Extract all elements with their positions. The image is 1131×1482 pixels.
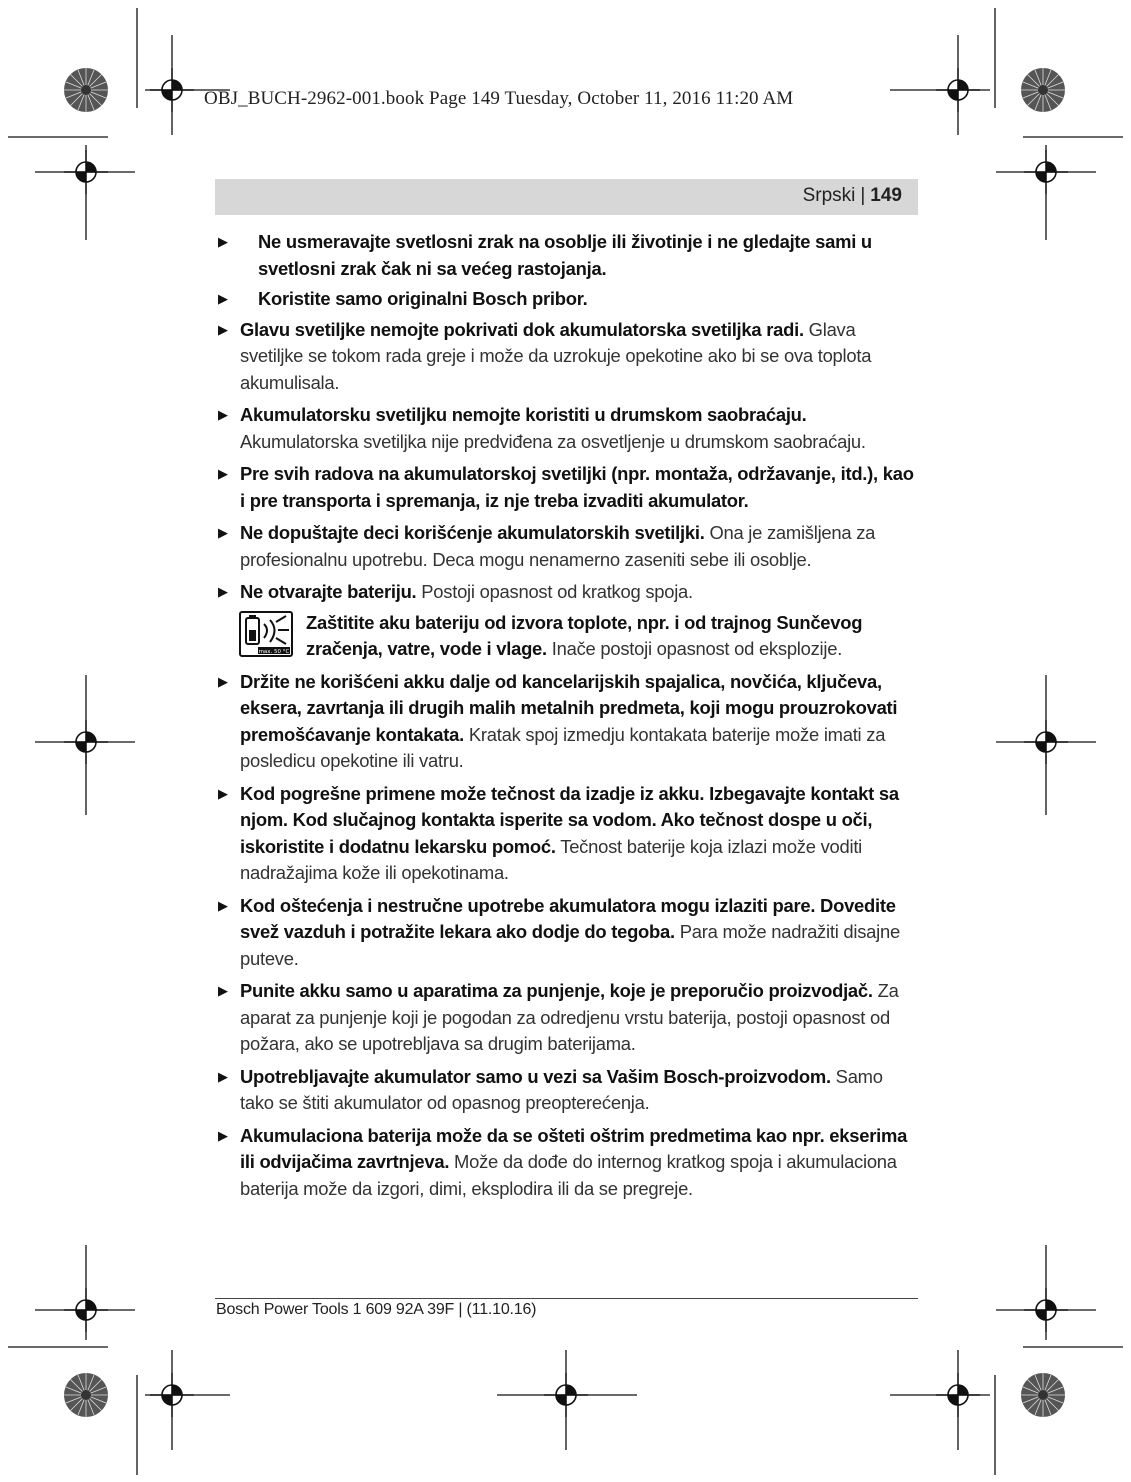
item-bold-text: Akumulatorsku svetiljku nemojte koristiti u drumskom saobraćaju. — [240, 404, 807, 425]
safety-instructions — [218, 229, 918, 1208]
item-bold-text: Ne otvarajte bateriju. — [240, 581, 417, 602]
safety-item — [218, 229, 918, 282]
bullet-arrow-icon: ▶ — [218, 466, 228, 481]
item-body-text: Tečnost baterije koja izlazi može voditi nadražajima kože ili opekotinama. — [240, 835, 863, 883]
safety-item — [218, 317, 918, 397]
bullet-arrow-icon: ▶ — [218, 407, 228, 422]
bullet-arrow-icon: ▶ — [218, 897, 228, 913]
item-body-text: Postoji opasnost od kratkog spoja. — [416, 581, 693, 602]
heat-warning — [218, 610, 918, 663]
safety-item — [218, 461, 918, 514]
item-bold-text: Akumulaciona baterija može da se ošteti oštrim predmetima kao npr. ekserima ili odvijačima zavrtnjeva. — [240, 1124, 908, 1172]
bullet-arrow-icon: ▶ — [218, 1068, 228, 1084]
page-footer: Bosch Power Tools 1 609 92A 39F | (11.10.16) — [216, 1301, 537, 1318]
header-separator: | — [860, 185, 866, 206]
section-title: Srpski — [802, 185, 856, 206]
item-bold-text: Koristite samo originalni Bosch pribor. — [258, 288, 588, 309]
item-body-text: Kratak spoj izmedju kontakata baterije može imati za posledicu opekotine ili vatru. — [240, 723, 886, 771]
heat-protection-icon — [238, 610, 302, 660]
safety-item — [218, 579, 918, 606]
safety-item — [218, 781, 918, 887]
item-body-text: Za aparat za punjenje koji je pogodan za odredjenu vrstu baterija, postoji opasnost od požara, ako se upotrebljava sa drugim baterijama. — [240, 980, 899, 1054]
safety-item — [218, 669, 918, 775]
page-number: 149 — [870, 185, 902, 206]
item-body-text: Može da dođe do internog kratkog spoja i akumulaciona baterija može da izgori, dimi, eksplodira ili da se pregreje. — [240, 1151, 897, 1199]
bullet-arrow-icon: ▶ — [218, 321, 228, 337]
bullet-arrow-icon: ▶ — [218, 525, 228, 540]
item-bold-text: Punite akku samo u aparatima za punjenje, koje je preporučio proizvodjač. — [240, 980, 873, 1001]
safety-item — [218, 286, 918, 313]
item-bold-text: Ne usmeravajte svetlosni zrak na osoblje ili životinje i ne gledajte sami u svetlosni zrak čak ni sa većeg rastojanja. — [258, 231, 872, 279]
item-bold-text: Kod pogrešne primene može tečnost da izadje iz akku. Izbegavajte kontakt sa njom. Kod slučajnog kontakta isperite sa vodom. Ako tečnost dospe u oči, iskoristite i dodatnu lekarsku pomoć. — [240, 782, 899, 857]
bullet-arrow-icon: ▶ — [218, 584, 228, 599]
bullet-arrow-icon: ▶ — [218, 983, 228, 998]
item-body-text: Ona je zamišljena za profesionalnu upotrebu. Deca mogu nenamerno zaseniti sebe ili osoblje. — [240, 522, 876, 570]
item-bold-text: Pre svih radova na akumulatorskoj svetiljki (npr. montaža, održavanje, itd.), kao i pre transporta i spremanja, iz nje treba izvaditi akumulator. — [240, 463, 914, 511]
item-bold-text: Glavu svetiljke nemojte pokrivati dok akumulatorska svetiljka radi. — [240, 318, 804, 340]
item-body-text: Akumulatorska svetiljka nije predviđena za osvetljenje u drumskom saobraćaju. — [240, 430, 866, 452]
bullet-arrow-icon: ▶ — [218, 673, 228, 689]
page-header — [215, 179, 918, 215]
item-body-text: Inače postoji opasnost od eksplozije. — [546, 638, 843, 659]
bullet-arrow-icon: ▶ — [218, 291, 228, 306]
bullet-arrow-icon: ▶ — [218, 785, 228, 801]
item-bold-text: Ne dopuštajte deci korišćenje akumulatorskih svetiljki. — [240, 522, 705, 543]
item-body-text: Glava svetiljke se tokom rada greje i može da uzrokuje opekotine ako bi se ova toplota akumulisala. — [240, 318, 872, 393]
safety-item — [218, 1064, 918, 1117]
safety-item — [218, 893, 918, 973]
item-bold-text: Kod oštećenja i nestručne upotrebe akumulatora mogu izlaziti pare. Dovedite svež vazduh i potražite lekara ako dodje do tegoba. — [240, 894, 896, 942]
safety-item — [218, 1123, 918, 1203]
item-body-text: Samo tako se štiti akumulator od opasnog preopterećenja. — [240, 1065, 883, 1113]
footer-rule — [215, 1298, 918, 1299]
item-bold-text: Držite ne korišćeni akku dalje od kancelarijskih spajalica, novčića, ključeva, eksera, zavrtanja ili drugih malih metalnih predmeta, koji mogu prouzrokovati premošćavanje kontakata. — [240, 670, 898, 745]
bullet-arrow-icon: ▶ — [218, 1127, 228, 1143]
item-bold-text: Zaštitite aku bateriju od izvora toplote, npr. i od trajnog Sunčevog zračenja, vatre, vode i vlage. — [306, 611, 863, 659]
bullet-arrow-icon: ▶ — [218, 234, 228, 249]
safety-item — [218, 402, 918, 455]
svg-text:max. 50 °C: max. 50 °C — [258, 648, 290, 655]
item-body-text: Para može nadražiti disajne puteve. — [240, 921, 900, 969]
item-bold-text: Upotrebljavajte akumulator samo u vezi sa Vašim Bosch-proizvodom. — [240, 1065, 831, 1087]
print-book-info: OBJ_BUCH-2962-001.book Page 149 Tuesday, October 11, 2016 11:20 AM — [204, 88, 794, 109]
page-header-text — [803, 185, 902, 207]
safety-item — [218, 520, 918, 573]
safety-item — [218, 978, 918, 1058]
